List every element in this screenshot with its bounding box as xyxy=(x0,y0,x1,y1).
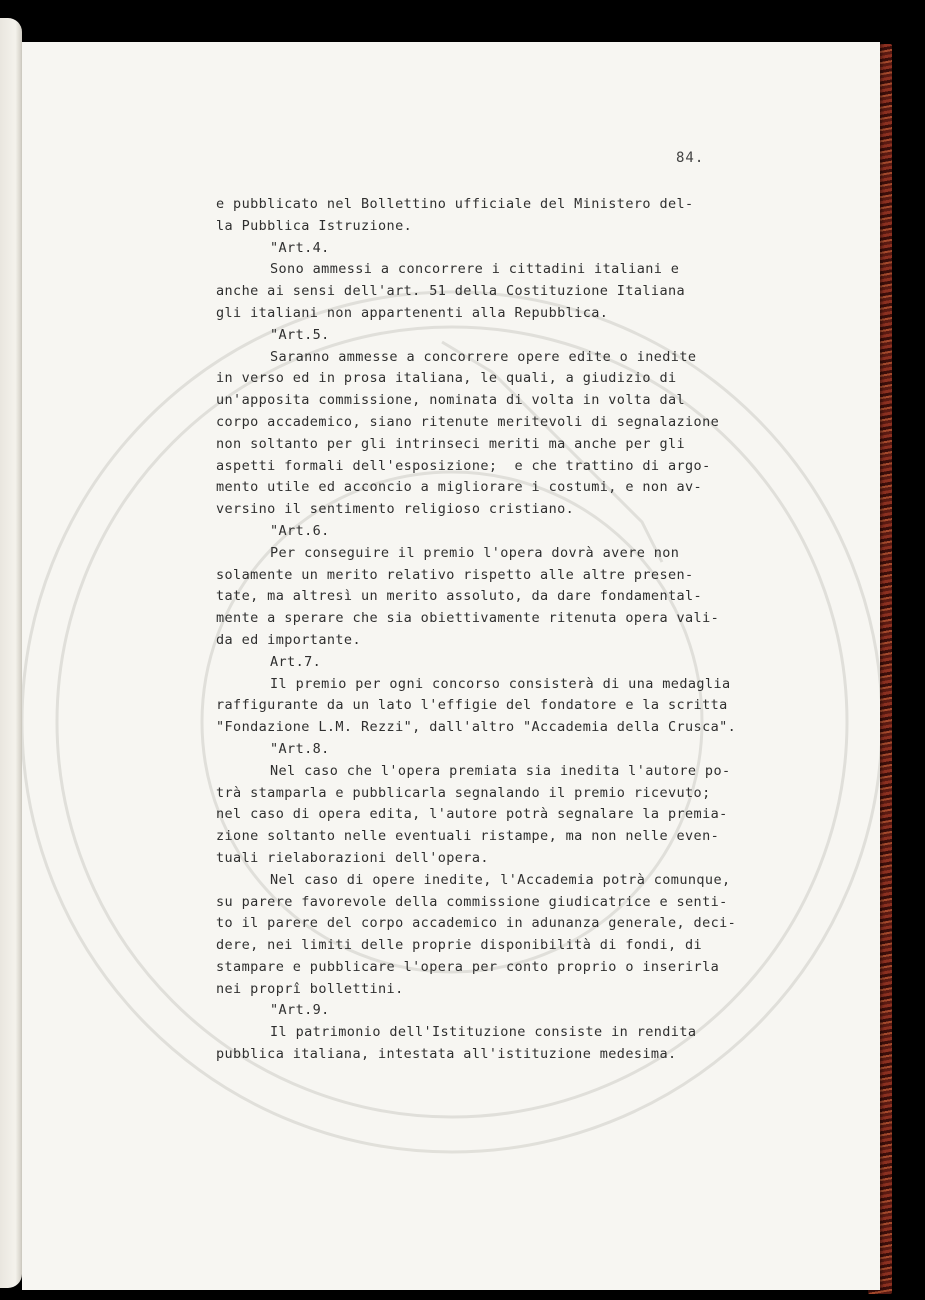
text-line: tate, ma altresì un merito assoluto, da dare fondamental- xyxy=(216,588,703,605)
text-line: Nel caso di opere inedite, l'Accademia potrà comunque, xyxy=(270,871,731,888)
text-line: la Pubblica Istruzione. xyxy=(216,217,413,234)
text-line: Art.7. xyxy=(270,653,322,670)
text-line: tuali rielaborazioni dell'opera. xyxy=(216,849,489,866)
text-line: mente a sperare che sia obiettivamente ritenuta opera vali- xyxy=(216,610,720,627)
text-line: stampare e pubblicare l'opera per conto proprio o inserirla xyxy=(216,958,720,975)
text-line: versino il sentimento religioso cristiano. xyxy=(216,501,575,518)
text-line: anche ai sensi dell'art. 51 della Costituzione Italiana xyxy=(216,283,686,300)
text-line: dere, nei limiti delle proprie disponibilità di fondi, di xyxy=(216,937,703,954)
text-line: raffigurante da un lato l'effigie del fondatore e la scritta xyxy=(216,697,728,714)
text-line: to il parere del corpo accademico in adunanza generale, deci- xyxy=(216,915,737,932)
text-line: solamente un merito relativo rispetto alle altre presen- xyxy=(216,566,694,583)
text-line: trà stamparla e pubblicarla segnalando il premio ricevuto; xyxy=(216,784,711,801)
text-line: Per conseguire il premio l'opera dovrà avere non xyxy=(270,544,680,561)
page-number: 84. xyxy=(676,150,705,166)
text-line: aspetti formali dell'esposizione; e che trattino di argo- xyxy=(216,457,711,474)
text-line: nel caso di opera edita, l'autore potrà segnalare la premia- xyxy=(216,806,728,823)
text-line: un'apposita commissione, nominata di volta in volta dal xyxy=(216,392,686,409)
text-line: "Art.9. xyxy=(270,1002,330,1019)
text-line: in verso ed in prosa italiana, le quali, a giudizio di xyxy=(216,370,677,387)
text-line: mento utile ed acconcio a migliorare i costumi, e non av- xyxy=(216,479,703,496)
text-line: pubblica italiana, intestata all'istituzione medesima. xyxy=(216,1046,677,1063)
text-line: gli italiani non appartenenti alla Repubblica. xyxy=(216,304,609,321)
text-line: nei proprî bollettini. xyxy=(216,980,404,997)
text-line: non soltanto per gli intrinseci meriti ma anche per gli xyxy=(216,435,686,452)
document-body xyxy=(216,194,776,1066)
facing-page-edge xyxy=(0,18,22,1288)
text-line: "Art.8. xyxy=(270,740,330,757)
text-line: Il premio per ogni concorso consisterà di una medaglia xyxy=(270,675,731,692)
text-line: e pubblicato nel Bollettino ufficiale del Ministero del- xyxy=(216,196,694,212)
text-line: "Art.5. xyxy=(270,326,330,343)
text-line: zione soltanto nelle eventuali ristampe, ma non nelle even- xyxy=(216,828,720,845)
text-line: corpo accademico, siano ritenute meritevoli di segnalazione xyxy=(216,413,720,430)
text-line: "Art.4. xyxy=(270,239,330,256)
text-line: "Art.6. xyxy=(270,522,330,539)
text-line: su parere favorevole della commissione giudicatrice e senti- xyxy=(216,893,728,910)
text-line: Sono ammessi a concorrere i cittadini italiani e xyxy=(270,261,680,278)
text-line: Il patrimonio dell'Istituzione consiste in rendita xyxy=(270,1024,697,1041)
text-line: Nel caso che l'opera premiata sia inedita l'autore po- xyxy=(270,762,731,779)
text-line: Saranno ammesse a concorrere opere edite o inedite xyxy=(270,348,697,365)
text-line: da ed importante. xyxy=(216,631,361,648)
text-line: "Fondazione L.M. Rezzi", dall'altro "Accademia della Crusca". xyxy=(216,719,737,736)
